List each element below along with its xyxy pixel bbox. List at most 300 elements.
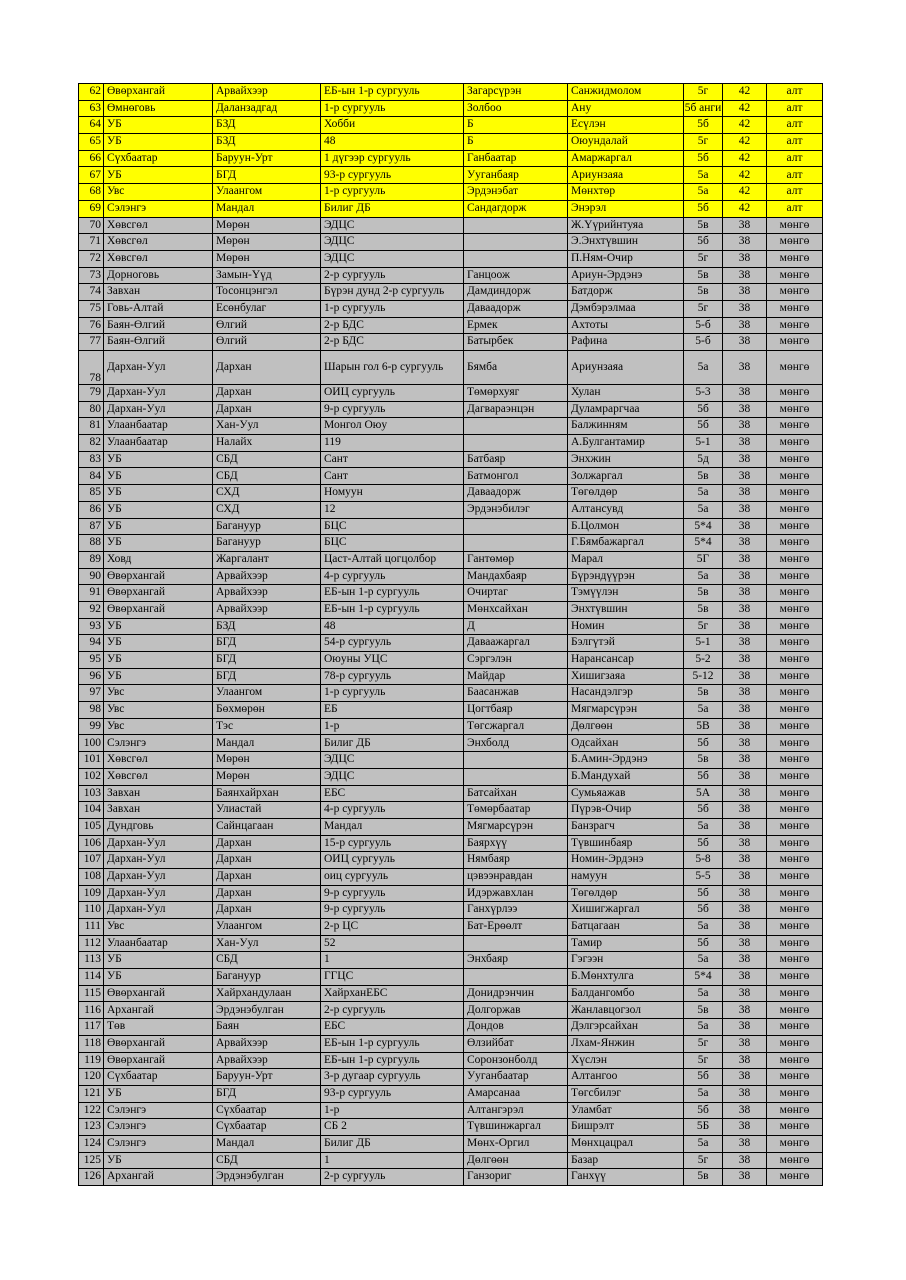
student-cell: Мөнхцацрал: [568, 1135, 684, 1152]
province-cell: Улаанбаатар: [104, 435, 213, 452]
teacher-cell: Энхбаяр: [464, 952, 568, 969]
district-cell: Дархан: [213, 835, 321, 852]
score-cell: 38: [723, 1102, 767, 1119]
score-cell: 38: [723, 250, 767, 267]
row-number-cell: 72: [79, 250, 104, 267]
table-row: [79, 134, 823, 151]
score-cell: 38: [723, 752, 767, 769]
teacher-cell: Мөнх-Оргил: [464, 1135, 568, 1152]
grade-cell: 5б: [684, 234, 723, 251]
grade-cell: 5б: [684, 1069, 723, 1086]
grade-cell: 5б: [684, 768, 723, 785]
teacher-cell: [464, 768, 568, 785]
teacher-cell: Нямбаяр: [464, 852, 568, 869]
province-cell: УБ: [104, 652, 213, 669]
score-cell: 38: [723, 551, 767, 568]
teacher-cell: Энхболд: [464, 735, 568, 752]
score-cell: 38: [723, 568, 767, 585]
grade-cell: 5В: [684, 718, 723, 735]
table-row: [79, 702, 823, 719]
table-row: [79, 735, 823, 752]
grade-cell: 5а: [684, 1019, 723, 1036]
medal-cell: мөнгө: [767, 835, 823, 852]
province-cell: Хөвсгөл: [104, 752, 213, 769]
teacher-cell: Амарсанаа: [464, 1085, 568, 1102]
grade-cell: 5в: [684, 217, 723, 234]
district-cell: Тэс: [213, 718, 321, 735]
grade-cell: 5в: [684, 267, 723, 284]
grade-cell: 5б: [684, 935, 723, 952]
score-cell: 38: [723, 985, 767, 1002]
grade-cell: 5а: [684, 818, 723, 835]
score-cell: 38: [723, 217, 767, 234]
teacher-cell: Д: [464, 618, 568, 635]
medal-cell: мөнгө: [767, 1002, 823, 1019]
district-cell: БЗД: [213, 618, 321, 635]
student-cell: Алтансувд: [568, 501, 684, 518]
medal-cell: мөнгө: [767, 1085, 823, 1102]
medal-cell: мөнгө: [767, 1102, 823, 1119]
medal-cell: мөнгө: [767, 919, 823, 936]
grade-cell: 5б: [684, 902, 723, 919]
table-row: [79, 868, 823, 885]
score-cell: 38: [723, 935, 767, 952]
row-number-cell: 117: [79, 1019, 104, 1036]
table-row: [79, 885, 823, 902]
grade-cell: 5б: [684, 117, 723, 134]
province-cell: УБ: [104, 451, 213, 468]
teacher-cell: [464, 250, 568, 267]
school-cell: ЕБС: [321, 1019, 464, 1036]
score-cell: 38: [723, 300, 767, 317]
district-cell: Мөрөн: [213, 768, 321, 785]
row-number-cell: 65: [79, 134, 104, 151]
province-cell: УБ: [104, 485, 213, 502]
grade-cell: 5а: [684, 1135, 723, 1152]
score-cell: 38: [723, 618, 767, 635]
province-cell: Сэлэнгэ: [104, 200, 213, 217]
table-row: [79, 835, 823, 852]
grade-cell: 5а: [684, 501, 723, 518]
district-cell: Мандал: [213, 735, 321, 752]
table-row: [79, 668, 823, 685]
teacher-cell: Өлзийбат: [464, 1035, 568, 1052]
row-number-cell: 66: [79, 150, 104, 167]
district-cell: Жаргалант: [213, 551, 321, 568]
district-cell: СБД: [213, 952, 321, 969]
school-cell: Цаст-Алтай цогцолбор: [321, 551, 464, 568]
table-row: [79, 518, 823, 535]
score-cell: 42: [723, 200, 767, 217]
school-cell: 3-р дугаар сургууль: [321, 1069, 464, 1086]
score-cell: 42: [723, 167, 767, 184]
student-cell: Ахтоты: [568, 317, 684, 334]
school-cell: Сант: [321, 468, 464, 485]
teacher-cell: Батсайхан: [464, 785, 568, 802]
row-number-cell: 118: [79, 1035, 104, 1052]
student-cell: Амаржаргал: [568, 150, 684, 167]
district-cell: Мөрөн: [213, 250, 321, 267]
school-cell: ЕБ-ын 1-р сургууль: [321, 84, 464, 101]
table-row: [79, 84, 823, 101]
medal-cell: мөнгө: [767, 385, 823, 402]
row-number-cell: 93: [79, 618, 104, 635]
table-row: [79, 802, 823, 819]
score-cell: 38: [723, 785, 767, 802]
district-cell: БГД: [213, 167, 321, 184]
student-cell: Тэмүүлэн: [568, 585, 684, 602]
medal-cell: мөнгө: [767, 250, 823, 267]
score-cell: 38: [723, 702, 767, 719]
teacher-cell: Золбоо: [464, 100, 568, 117]
student-cell: Б.Мандухай: [568, 768, 684, 785]
district-cell: Налайх: [213, 435, 321, 452]
school-cell: Оюуны УЦС: [321, 652, 464, 669]
district-cell: Дархан: [213, 868, 321, 885]
table-row: [79, 300, 823, 317]
student-cell: Ану: [568, 100, 684, 117]
row-number-cell: 123: [79, 1119, 104, 1136]
grade-cell: 5-1: [684, 435, 723, 452]
grade-cell: 5б: [684, 735, 723, 752]
district-cell: БЗД: [213, 134, 321, 151]
row-number-cell: 119: [79, 1052, 104, 1069]
medal-cell: мөнгө: [767, 501, 823, 518]
score-cell: 38: [723, 385, 767, 402]
results-table: [78, 83, 823, 1186]
school-cell: 2-р сургууль: [321, 1002, 464, 1019]
district-cell: Мөрөн: [213, 217, 321, 234]
school-cell: ЭДЦС: [321, 752, 464, 769]
row-number-cell: 84: [79, 468, 104, 485]
grade-cell: 5а: [684, 919, 723, 936]
medal-cell: мөнгө: [767, 735, 823, 752]
medal-cell: мөнгө: [767, 1152, 823, 1169]
province-cell: УБ: [104, 468, 213, 485]
province-cell: Улаанбаатар: [104, 935, 213, 952]
medal-cell: мөнгө: [767, 1069, 823, 1086]
student-cell: Наранcансар: [568, 652, 684, 669]
school-cell: 78-р сургууль: [321, 668, 464, 685]
table-row: [79, 317, 823, 334]
province-cell: Хөвсгөл: [104, 234, 213, 251]
district-cell: СХД: [213, 501, 321, 518]
student-cell: Оюундалай: [568, 134, 684, 151]
district-cell: Улиастай: [213, 802, 321, 819]
student-cell: Бүрэндүүрэн: [568, 568, 684, 585]
score-cell: 38: [723, 1052, 767, 1069]
row-number-cell: 96: [79, 668, 104, 685]
score-cell: 38: [723, 952, 767, 969]
table-row: [79, 284, 823, 301]
district-cell: Арвайхээр: [213, 601, 321, 618]
school-cell: ЭДЦС: [321, 217, 464, 234]
table-row: [79, 768, 823, 785]
medal-cell: мөнгө: [767, 868, 823, 885]
province-cell: Өмнөговь: [104, 100, 213, 117]
medal-cell: алт: [767, 117, 823, 134]
student-cell: Хүслэн: [568, 1052, 684, 1069]
school-cell: ЕБ: [321, 702, 464, 719]
school-cell: 2-р сургууль: [321, 267, 464, 284]
student-cell: Төгөлдөр: [568, 485, 684, 502]
student-cell: Банзрагч: [568, 818, 684, 835]
row-number-cell: 92: [79, 601, 104, 618]
province-cell: УБ: [104, 134, 213, 151]
table-row: [79, 267, 823, 284]
student-cell: Тамир: [568, 935, 684, 952]
teacher-cell: [464, 935, 568, 952]
score-cell: 38: [723, 234, 767, 251]
table-row: [79, 468, 823, 485]
school-cell: 15-р сургууль: [321, 835, 464, 852]
school-cell: 1-р сургууль: [321, 685, 464, 702]
table-row: [79, 150, 823, 167]
province-cell: Өвөрхангай: [104, 568, 213, 585]
table-body: [79, 84, 823, 1186]
school-cell: Бүрэн дунд 2-р сургууль: [321, 284, 464, 301]
school-cell: 2-р БДС: [321, 334, 464, 351]
row-number-cell: 103: [79, 785, 104, 802]
score-cell: 38: [723, 317, 767, 334]
district-cell: СБД: [213, 468, 321, 485]
teacher-cell: Дагвараэнцэн: [464, 401, 568, 418]
medal-cell: мөнгө: [767, 234, 823, 251]
score-cell: 38: [723, 1135, 767, 1152]
teacher-cell: Майдар: [464, 668, 568, 685]
table-row: [79, 451, 823, 468]
grade-cell: 5в: [684, 1169, 723, 1186]
teacher-cell: Донидрэнчин: [464, 985, 568, 1002]
school-cell: Билиг ДБ: [321, 1135, 464, 1152]
district-cell: Баянхайрхан: [213, 785, 321, 802]
school-cell: 1: [321, 952, 464, 969]
school-cell: ЕБС: [321, 785, 464, 802]
district-cell: Замын-Үүд: [213, 267, 321, 284]
score-cell: 42: [723, 150, 767, 167]
student-cell: Батцагаан: [568, 919, 684, 936]
student-cell: Энхжин: [568, 451, 684, 468]
district-cell: Багануур: [213, 969, 321, 986]
score-cell: 42: [723, 134, 767, 151]
grade-cell: 5Б: [684, 1119, 723, 1136]
table-row: [79, 568, 823, 585]
province-cell: Ховд: [104, 551, 213, 568]
district-cell: Есөнбулаг: [213, 300, 321, 317]
province-cell: УБ: [104, 501, 213, 518]
province-cell: УБ: [104, 668, 213, 685]
table-row: [79, 585, 823, 602]
teacher-cell: Ганцоож: [464, 267, 568, 284]
table-row: [79, 184, 823, 201]
score-cell: 38: [723, 802, 767, 819]
grade-cell: 5б: [684, 835, 723, 852]
score-cell: 38: [723, 902, 767, 919]
province-cell: Завхан: [104, 785, 213, 802]
district-cell: Хайрхандулаан: [213, 985, 321, 1002]
district-cell: Өлгий: [213, 317, 321, 334]
province-cell: Сэлэнгэ: [104, 1119, 213, 1136]
district-cell: Улаангом: [213, 919, 321, 936]
province-cell: Улаанбаатар: [104, 418, 213, 435]
student-cell: Г.Бямбажаргал: [568, 535, 684, 552]
teacher-cell: Соронзонболд: [464, 1052, 568, 1069]
school-cell: 52: [321, 935, 464, 952]
province-cell: УБ: [104, 969, 213, 986]
table-row: [79, 635, 823, 652]
table-row: [79, 601, 823, 618]
teacher-cell: Эрдэнэбат: [464, 184, 568, 201]
school-cell: 9-р сургууль: [321, 401, 464, 418]
score-cell: 42: [723, 84, 767, 101]
district-cell: Өлгий: [213, 334, 321, 351]
teacher-cell: Ганзориг: [464, 1169, 568, 1186]
student-cell: Алтангоо: [568, 1069, 684, 1086]
school-cell: 2-р БДС: [321, 317, 464, 334]
teacher-cell: Дамдиндорж: [464, 284, 568, 301]
school-cell: 1-р сургууль: [321, 300, 464, 317]
teacher-cell: Алтангэрэл: [464, 1102, 568, 1119]
district-cell: БГД: [213, 635, 321, 652]
grade-cell: 5б: [684, 802, 723, 819]
table-row: [79, 100, 823, 117]
student-cell: Э.Энхтүвшин: [568, 234, 684, 251]
teacher-cell: Б: [464, 134, 568, 151]
medal-cell: мөнгө: [767, 284, 823, 301]
row-number-cell: 89: [79, 551, 104, 568]
district-cell: Дархан: [213, 902, 321, 919]
grade-cell: 5а: [684, 167, 723, 184]
school-cell: ЕБ-ын 1-р сургууль: [321, 1052, 464, 1069]
school-cell: 119: [321, 435, 464, 452]
medal-cell: мөнгө: [767, 418, 823, 435]
district-cell: Баян: [213, 1019, 321, 1036]
grade-cell: 5а: [684, 184, 723, 201]
row-number-cell: 83: [79, 451, 104, 468]
province-cell: Өвөрхангай: [104, 1052, 213, 1069]
district-cell: Даланзадгад: [213, 100, 321, 117]
school-cell: БЦС: [321, 535, 464, 552]
district-cell: Арвайхээр: [213, 568, 321, 585]
row-number-cell: 70: [79, 217, 104, 234]
teacher-cell: Ганбаатар: [464, 150, 568, 167]
grade-cell: 5а: [684, 985, 723, 1002]
score-cell: 38: [723, 1069, 767, 1086]
teacher-cell: Баасанжав: [464, 685, 568, 702]
district-cell: Тосонцэнгэл: [213, 284, 321, 301]
score-cell: 38: [723, 351, 767, 385]
teacher-cell: Эрдэнэбилэг: [464, 501, 568, 518]
province-cell: Баян-Өлгий: [104, 317, 213, 334]
medal-cell: мөнгө: [767, 485, 823, 502]
medal-cell: мөнгө: [767, 618, 823, 635]
teacher-cell: [464, 418, 568, 435]
district-cell: Дархан: [213, 885, 321, 902]
table-row: [79, 1152, 823, 1169]
school-cell: СБ 2: [321, 1119, 464, 1136]
table-row: [79, 351, 823, 385]
row-number-cell: 94: [79, 635, 104, 652]
province-cell: Сүхбаатар: [104, 1069, 213, 1086]
school-cell: Монгол Оюу: [321, 418, 464, 435]
medal-cell: мөнгө: [767, 1135, 823, 1152]
province-cell: УБ: [104, 1085, 213, 1102]
medal-cell: мөнгө: [767, 752, 823, 769]
medal-cell: мөнгө: [767, 952, 823, 969]
district-cell: СБД: [213, 1152, 321, 1169]
table-row: [79, 935, 823, 952]
school-cell: 4-р сургууль: [321, 802, 464, 819]
grade-cell: 5б: [684, 885, 723, 902]
row-number-cell: 122: [79, 1102, 104, 1119]
teacher-cell: цэвээнравдан: [464, 868, 568, 885]
score-cell: 38: [723, 334, 767, 351]
grade-cell: 5в: [684, 1002, 723, 1019]
score-cell: 38: [723, 1019, 767, 1036]
province-cell: Завхан: [104, 284, 213, 301]
row-number-cell: 114: [79, 969, 104, 986]
province-cell: Хөвсгөл: [104, 768, 213, 785]
province-cell: УБ: [104, 635, 213, 652]
district-cell: Хан-Уул: [213, 935, 321, 952]
row-number-cell: 87: [79, 518, 104, 535]
teacher-cell: Дөлгөөн: [464, 1152, 568, 1169]
medal-cell: мөнгө: [767, 1119, 823, 1136]
school-cell: 54-р сургууль: [321, 635, 464, 652]
teacher-cell: Мөнхсайхан: [464, 601, 568, 618]
grade-cell: 5г: [684, 1152, 723, 1169]
medal-cell: мөнгө: [767, 518, 823, 535]
grade-cell: 5в: [684, 752, 723, 769]
medal-cell: мөнгө: [767, 267, 823, 284]
student-cell: Одсайхан: [568, 735, 684, 752]
province-cell: УБ: [104, 1152, 213, 1169]
row-number-cell: 121: [79, 1085, 104, 1102]
table-row: [79, 919, 823, 936]
grade-cell: 5г: [684, 618, 723, 635]
district-cell: Улаангом: [213, 184, 321, 201]
row-number-cell: 82: [79, 435, 104, 452]
school-cell: ЕБ-ын 1-р сургууль: [321, 1035, 464, 1052]
student-cell: Ж.Үүрийнтуяа: [568, 217, 684, 234]
medal-cell: мөнгө: [767, 351, 823, 385]
medal-cell: алт: [767, 150, 823, 167]
teacher-cell: Даваадорж: [464, 485, 568, 502]
student-cell: Бэлгүтэй: [568, 635, 684, 652]
teacher-cell: Батмонгол: [464, 468, 568, 485]
grade-cell: 5г: [684, 84, 723, 101]
school-cell: оиц сургууль: [321, 868, 464, 885]
row-number-cell: 98: [79, 702, 104, 719]
medal-cell: мөнгө: [767, 652, 823, 669]
province-cell: Увс: [104, 702, 213, 719]
school-cell: 12: [321, 501, 464, 518]
district-cell: Эрдэнэбулган: [213, 1002, 321, 1019]
student-cell: Энэрэл: [568, 200, 684, 217]
student-cell: Ганхүү: [568, 1169, 684, 1186]
row-number-cell: 74: [79, 284, 104, 301]
score-cell: 38: [723, 1169, 767, 1186]
teacher-cell: Загарсүрэн: [464, 84, 568, 101]
medal-cell: мөнгө: [767, 401, 823, 418]
student-cell: А.Булгантамир: [568, 435, 684, 452]
grade-cell: 5-1: [684, 635, 723, 652]
student-cell: Төгөлдөр: [568, 885, 684, 902]
grade-cell: 5г: [684, 134, 723, 151]
student-cell: Сумьяажав: [568, 785, 684, 802]
table-row: [79, 969, 823, 986]
teacher-cell: [464, 217, 568, 234]
